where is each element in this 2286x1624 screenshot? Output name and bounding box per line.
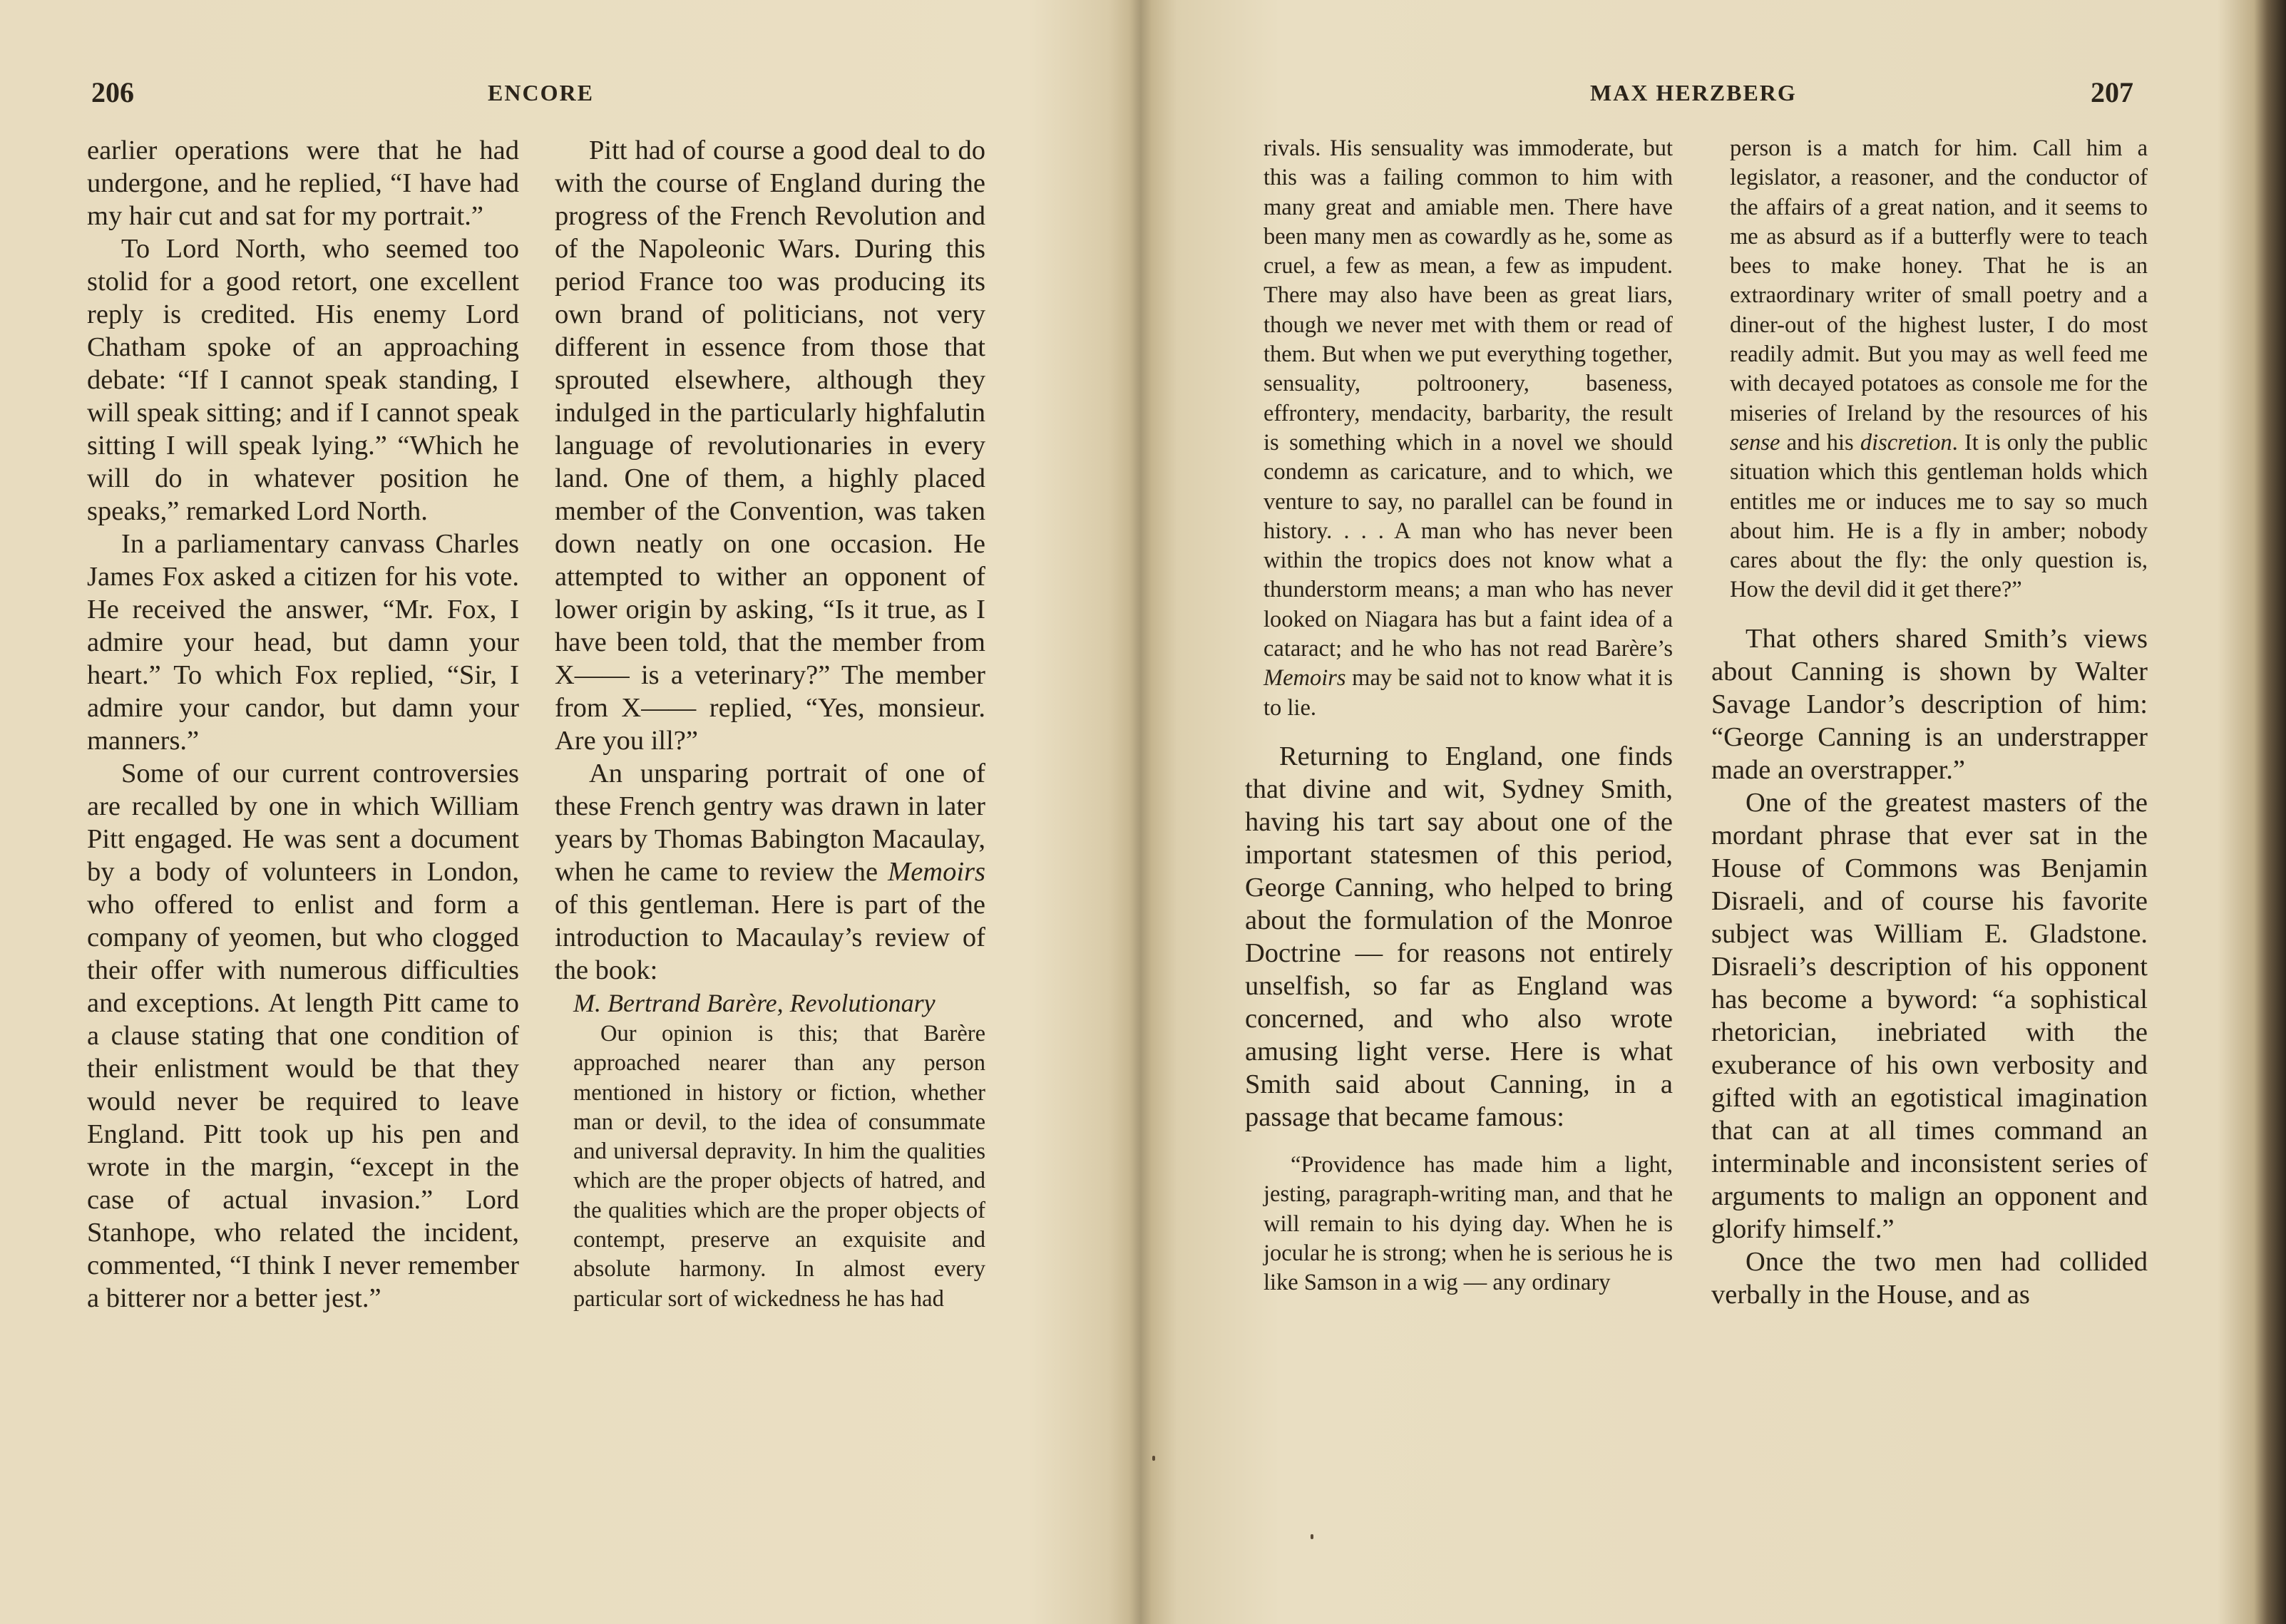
block-quote	[1264, 134, 1673, 723]
block-quote	[1730, 134, 2148, 605]
paragraph: In a parliamentary canvass Charles James Fox asked a citizen for his vote. He received the answer, “Mr. Fox, I admire your head, but damn your heart.” To which Fox replied, “Sir, I admire your candor, but damn your manners.”	[87, 529, 519, 756]
paragraph: One of the greatest masters of the mordant phrase that ever sat in the House of Commons was Benjamin Disraeli, and of course his favorite subject was William E. Gladstone. Disraeli’s description of his opponent has become a byword: “a sophistical rhetorician, inebriated with the exuberance of his own verbosity and gifted with an egotistical imagination that can at all times command an interminable and inconsistent series of arguments to malign an opponent and glorify himself.”	[1711, 787, 2148, 1244]
section-gap	[1245, 723, 1673, 740]
paragraph: Pitt had of course a good deal to do with the course of England during the progress of the French Revolution and of the Napoleonic Wars. During this period France too was producing its own brand of politicians, not very different in essence from those that sprouted elsewhere, although they indulged in the particularly highfalutin language of revolutionaries in every land. One of them, a highly placed member of the Convention, was taken down neatly on one occasion. He attempted to wither an opponent of lower origin by asking, “Is it true, as I have been told, that the member from X—— is a veterinary?” The member from X—— replied, “Yes, monsieur. Are you ill?”	[555, 135, 985, 756]
quote-paragraph: “Providence has made him a light, jesting, paragraph-writing man, and that he will remain to his dying day. When he is jocular he is strong; when he is serious he is like Samson in a wig — any ordinary	[1264, 1151, 1673, 1296]
block-quote	[573, 1019, 985, 1314]
paragraph: To Lord North, who seemed too stolid for a good retort, one excellent reply is credited. His enemy Lord Chatham spoke of an approaching debate: “If I cannot speak standing, I will speak sitting; and if I cannot speak sitting I will speak lying.” “Which he will do in whatever position he speaks,” remarked Lord North.	[87, 234, 519, 526]
left-column-1	[87, 134, 519, 1315]
page-number-left: 206	[91, 76, 134, 108]
page-speck	[1311, 1534, 1313, 1539]
block-quote	[1264, 1151, 1673, 1297]
section-gap	[1711, 605, 2148, 622]
left-page	[0, 0, 1112, 1624]
quote-paragraph: rivals. His sensuality was immoderate, but this was a failing common to him with many great and amiable men. There have been many men as cowardly as he, some as cruel, a few as mean, a few as impudent. There may also have been as great liars, though we never met with them or read of them. But when we put everything together, sensuality, poltroonery, baseness, effrontery, mendacity, barbarity, the result is something which in a novel we should condemn as caricature, and to which, we venture to say, no parallel can be found in history. . . . A man who has never been within the tropics does not know what a thunderstorm means; a man who has never looked on Niagara has but a faint idea of a cataract; and he who has not read Barère’s Memoirs may be said not to know what it is to lie.	[1264, 135, 1673, 721]
right-column-1	[1245, 134, 1673, 1297]
section-gap	[1245, 1134, 1673, 1151]
quoted-title: M. Bertrand Barère, Revolutionary	[573, 989, 936, 1017]
body-text	[1245, 740, 1673, 1134]
running-head-right: MAX HERZBERG	[1590, 80, 1797, 106]
running-head-left: ENCORE	[488, 80, 594, 106]
body-text	[87, 134, 519, 1315]
paragraph: That others shared Smith’s views about Canning is shown by Walter Savage Landor’s description of him: “George Canning is an understrapper made an overstrapper.”	[1711, 623, 2148, 785]
page-number-right: 207	[2091, 76, 2133, 108]
quote-paragraph: person is a match for him. Call him a legislator, a reasoner, and the conductor of the affairs of a great nation, and it seems to me as absurd as if a butterfly were to teach bees to make honey. That he is an extraordinary writer of small poetry and a diner-out of the highest luster, I do most readily admit. But you may as well feed me with decayed potatoes as console me for the miseries of Ireland by the resources of his sense and his discretion. It is only the public situation which this gentleman holds which entitles me or induces me to say so much about him. He is a fly in amber; nobody cares about the fly: the only question is, How the devil did it get there?”	[1730, 135, 2148, 603]
paragraph: An unsparing portrait of one of these French gentry was drawn in later years by Thomas Babington Macaulay, when he came to review the Memoirs of this gentleman. Here is part of the introduction to Macaulay’s review of the book:	[555, 759, 985, 985]
paragraph: Some of our current controversies are recalled by one in which William Pitt engaged. He was sent a document by a body of volunteers in London, who offered to enlist and form a company of yeomen, but who clogged their offer with numerous difficulties and exceptions. At length Pitt came to a clause stating that one condition of their enlistment would be that they would never be required to leave England. Pitt took up his pen and wrote in the margin, “except in the case of actual invasion.” Lord Stanhope, who related the incident, commented, “I think I never remember a bitterer nor a better jest.”	[87, 759, 519, 1313]
paragraph: Once the two men had collided verbally in the House, and as	[1711, 1246, 2148, 1310]
quote-paragraph: Our opinion is this; that Barère approached nearer than any person mentioned in history or fiction, whether man or devil, to the idea of consummate and universal depravity. In him the qualities which are the proper objects of hatred, and the qualities which are the proper objects of contempt, preserve an exquisite and absolute harmony. In almost every particular sort of wickedness he has had	[573, 1021, 985, 1312]
paragraph: earlier operations were that he had undergone, and he replied, “I have had my hair cut and sat for my portrait.”	[87, 135, 519, 231]
body-text	[1711, 622, 2148, 1311]
body-text	[555, 134, 985, 987]
right-page	[1112, 0, 2286, 1624]
page-speck	[1152, 1456, 1155, 1461]
paragraph: Returning to England, one finds that divine and wit, Sydney Smith, having his tart say about one of the important statesmen of this period, George Canning, who helped to bring about the formulation of the Monroe Doctrine — for reasons not entirely unselfish, so far as England was concerned, and who also wrote amusing light verse. Here is what Smith said about Canning, in a passage that became famous:	[1245, 741, 1673, 1132]
left-column-2	[555, 134, 985, 1314]
right-column-2	[1711, 134, 2148, 1311]
